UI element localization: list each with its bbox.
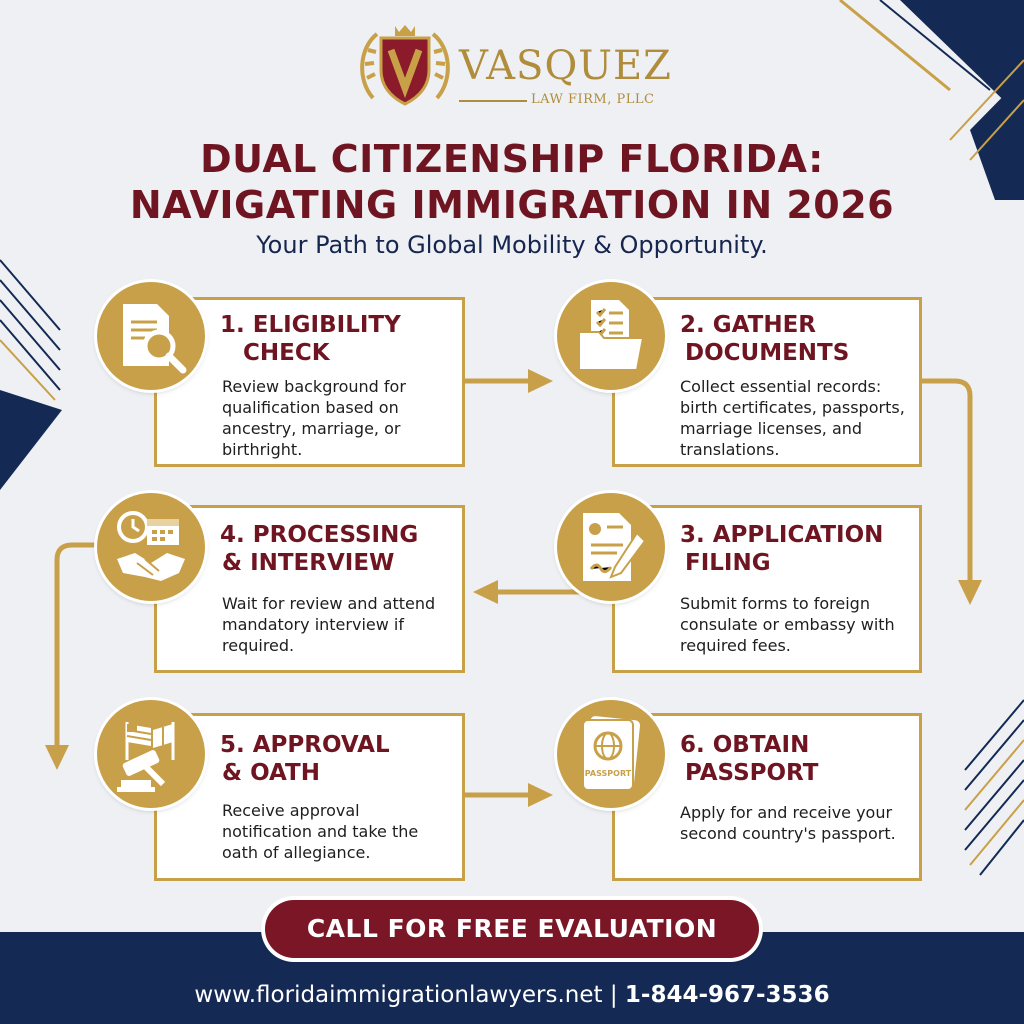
step-title-line1: 5. APPROVAL <box>220 732 390 758</box>
website-link[interactable]: www.floridaimmigrationlawyers.net <box>194 982 603 1008</box>
step-title-line1: 1. ELIGIBILITY <box>220 312 401 338</box>
step-title-line1: 6. OBTAIN <box>680 732 810 758</box>
passport-icon-label: PASSPORT <box>584 769 632 778</box>
call-for-evaluation-button[interactable]: CALL FOR FREE EVALUATION <box>265 900 759 958</box>
step-title-line2: FILING <box>685 550 771 576</box>
arrow-2-to-3 <box>922 381 970 585</box>
step-title-line1: 2. GATHER <box>680 312 817 338</box>
step-icon-circle <box>557 700 665 808</box>
step-icon-circle <box>557 282 665 390</box>
page-title-line1: DUAL CITIZENSHIP FLORIDA: <box>200 137 824 181</box>
brand-subtitle: LAW FIRM, PLLC <box>531 92 655 107</box>
step-icon-circle <box>557 493 665 601</box>
footer-contact <box>0 982 1024 1008</box>
step-title-line2: & INTERVIEW <box>222 550 395 576</box>
step-icon-circle <box>97 493 205 601</box>
folder-checklist-icon <box>557 282 665 390</box>
step-description: Submit forms to foreign consulate or embassy with required fees. <box>680 594 895 655</box>
step-description: Review background for qualification based on ancestry, marriage, or birthright. <box>222 377 406 459</box>
step-icon-circle <box>97 700 205 808</box>
flags-gavel-icon <box>97 700 205 808</box>
footer-separator: | <box>609 982 618 1008</box>
brand-name: VASQUEZ <box>459 43 672 89</box>
step-description: Receive approval notification and take the oath of allegiance. <box>222 801 419 862</box>
phone-link[interactable]: 1-844-967-3536 <box>624 982 830 1008</box>
step-icon-circle <box>97 282 205 390</box>
step-title-line2: & OATH <box>222 760 320 786</box>
step-title-line2: PASSPORT <box>685 760 819 786</box>
step-title-line2: DOCUMENTS <box>685 340 850 366</box>
page-subtitle: Your Path to Global Mobility & Opportunity. <box>256 231 768 259</box>
passport-icon <box>557 700 665 808</box>
clock-calendar-handshake-icon <box>97 493 205 601</box>
step-title-line1: 4. PROCESSING <box>220 522 419 548</box>
step-description: Wait for review and attend mandatory interview if required. <box>222 594 436 655</box>
step-description: Collect essential records: birth certificates, passports, marriage licenses, and translations. <box>680 377 905 459</box>
page-title-line2: NAVIGATING IMMIGRATION IN 2026 <box>129 183 895 227</box>
step-title-line2: CHECK <box>243 340 330 366</box>
document-search-icon <box>97 282 205 390</box>
step-description: Apply for and receive your second country's passport. <box>680 803 896 843</box>
step-title-line1: 3. APPLICATION <box>680 522 884 548</box>
form-pen-icon <box>557 493 665 601</box>
